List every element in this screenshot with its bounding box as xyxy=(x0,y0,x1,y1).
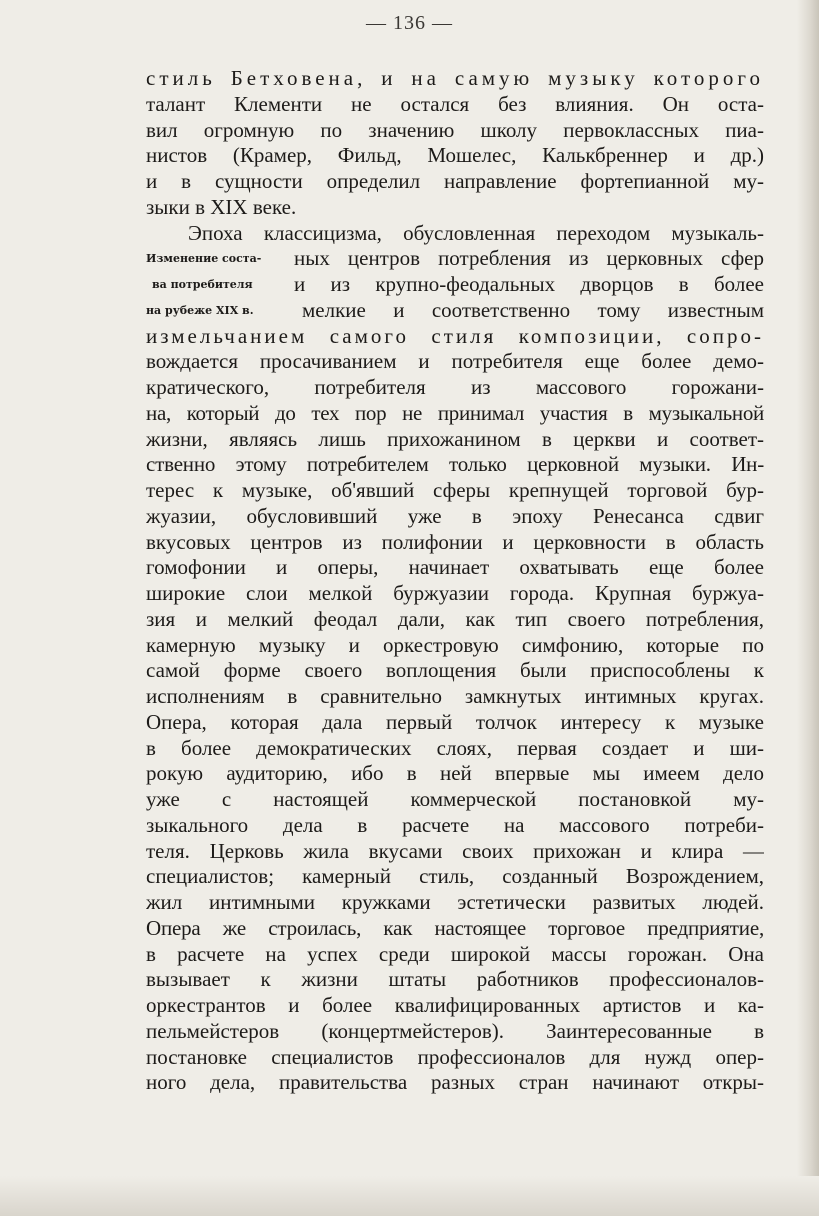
text-line: мелкие и соответственно тому известным xyxy=(302,297,764,322)
text-line: измельчанием самого стиля композиции, сопро- xyxy=(146,323,764,348)
page-bottom-shadow xyxy=(0,1176,819,1216)
text-line: вождается просачиванием и потребителя еще более демо- xyxy=(146,349,764,374)
text-line: Эпоха классицизма, обусловленная переходом музыкаль- xyxy=(188,220,764,245)
margin-note-line: ва потребителя xyxy=(152,277,253,291)
text-line: ственно этому потребителем только церковной музыки. Ин- xyxy=(146,452,764,477)
text-line: кратического, потребителя из массового горожани- xyxy=(146,375,764,399)
text-line: нистов (Крамер, Фильд, Мошелес, Калькбреннер и др.) xyxy=(146,143,764,168)
text-line: в более демократических слоях, первая создает и ши- xyxy=(146,735,764,760)
text-line: рокую аудиторию, ибо в ней впервые мы имеем дело xyxy=(146,761,764,786)
text-line: вызывает к жизни штаты работников профессионалов- xyxy=(146,967,764,992)
body-text xyxy=(146,66,764,1096)
text-line: ного дела, правительства разных стран начинают откры- xyxy=(146,1070,764,1095)
text-line: вкусовых центров из полифонии и церковности в область xyxy=(146,529,764,554)
text-line: исполнениям в сравнительно замкнутых интимных кругах. xyxy=(146,684,764,708)
text-line: и в сущности определил направление фортепианной му- xyxy=(146,169,764,193)
text-line: жизни, являясь лишь прихожанином в церкви и соответ- xyxy=(146,426,764,451)
margin-note-line: на рубеже XIX в. xyxy=(146,303,254,317)
text-line: жуазии, обусловивший уже в эпоху Ренесанса сдвиг xyxy=(146,503,764,528)
page-edge-shadow xyxy=(797,0,819,1216)
text-line: талант Клементи не остался без влияния. Он оста- xyxy=(146,91,764,116)
text-line: в расчете на успех среди широкой массы горожан. Она xyxy=(146,941,764,966)
text-line: теля. Церковь жила вкусами своих прихожан и клира — xyxy=(146,838,764,863)
text-line: пельмейстеров (концертмейстеров). Заинтересованные в xyxy=(146,1018,764,1043)
text-line: самой форме своего воплощения были приспособлены к xyxy=(146,658,764,683)
text-line: специалистов; камерный стиль, созданный Возрождением, xyxy=(146,864,764,889)
text-line: камерную музыку и оркестровую симфонию, которые по xyxy=(146,632,764,657)
text-line: уже с настоящей коммерческой постановкой му- xyxy=(146,787,764,811)
text-line: оркестрантов и более квалифицированных артистов и ка- xyxy=(146,993,764,1017)
page-number: — 136 — xyxy=(366,12,453,34)
text-line: Опера же строилась, как настоящее торговое предприятие, xyxy=(146,915,764,940)
text-line: терес к музыке, об'явший сферы крепнущей торговой бур- xyxy=(146,478,764,502)
text-line: зыкального дела в расчете на массового потреби- xyxy=(146,812,764,837)
text-line: ных центров потребления из церковных сфер xyxy=(294,246,764,271)
text-line: зия и мелкий феодал дали, как тип своего потребления, xyxy=(146,606,764,631)
text-line: Опера, которая дала первый толчок интересу к музыке xyxy=(146,709,764,734)
text-line: жил интимными кружками эстетически развитых людей. xyxy=(146,890,764,914)
text-line: зыки в XIX веке. xyxy=(146,194,297,219)
margin-note-line: Изменение соста- xyxy=(146,252,262,265)
text-line: стиль Бетховена, и на самую музыку которого xyxy=(146,66,764,90)
text-line: постановке специалистов профессионалов для нужд опер- xyxy=(146,1044,764,1069)
text-line: на, который до тех пор не принимал участия в музыкальной xyxy=(146,400,764,425)
text-line: вил огромную по значению школу первоклассных пиа- xyxy=(146,117,764,142)
text-line: гомофонии и оперы, начинает охватывать еще более xyxy=(146,555,764,580)
text-line: и из крупно-феодальных дворцов в более xyxy=(294,272,764,296)
text-line: широкие слои мелкой буржуазии города. Крупная буржуа- xyxy=(146,581,764,605)
